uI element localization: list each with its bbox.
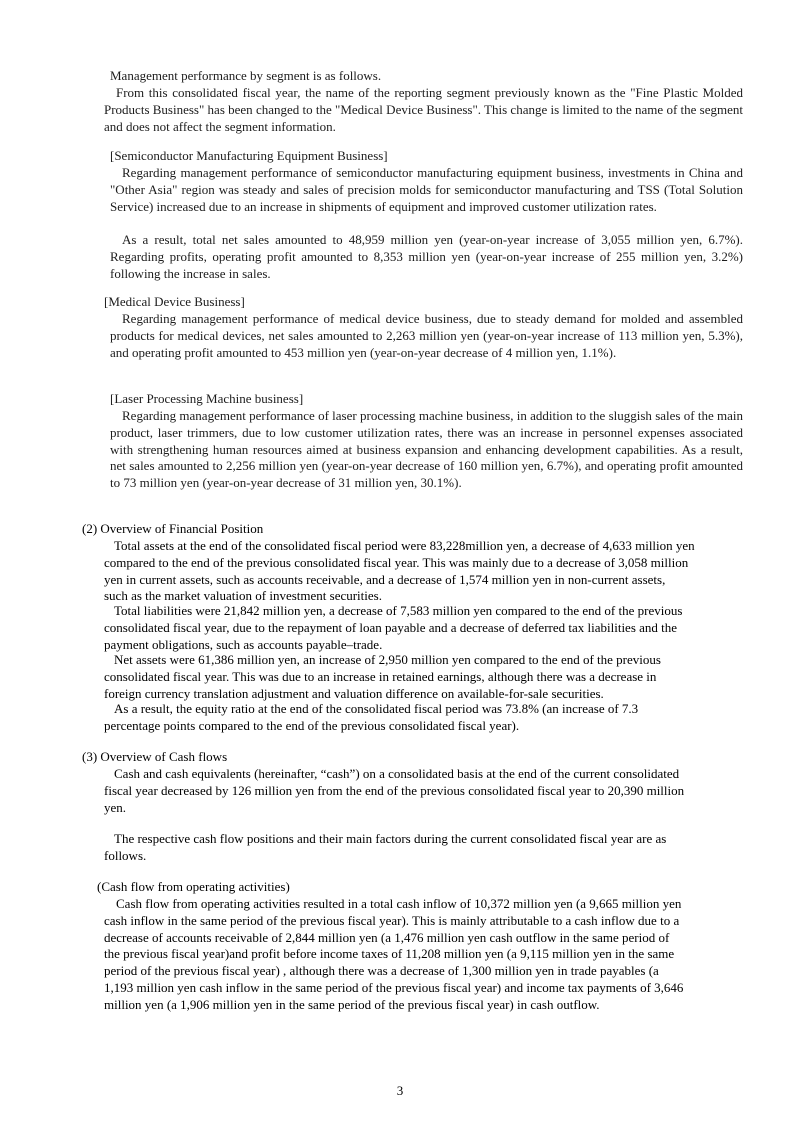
financial-paragraph-3: Net assets were 61,386 million yen, an increase of 2,950 million yen compared to the end of the previous consolidated fiscal year. This was due to an increase in retained earnings, although there was a decrease in foreign currency translation adjustment and valuation difference on available-for-sale securities. <box>104 652 661 701</box>
semiconductor-paragraph-2: As a result, total net sales amounted to 48,959 million yen (year-on-year increase of 3,055 million yen, 6.7%). Regarding profits, operating profit amounted to 8,353 million yen (year-on-year increase of 255 million yen, 3.2%) following the increase in sales. <box>110 232 743 281</box>
intro-paragraph: From this consolidated fiscal year, the name of the reporting segment previously known as the "Fine Plastic Molded Products Business" has been changed to the "Medical Device Business". This change is limited to the name of the segment and does not affect the segment information. <box>104 85 743 134</box>
laser-paragraph: Regarding management performance of laser processing machine business, in addition to the sluggish sales of the main product, laser trimmers, due to low customer utilization rates, there was an increase in personnel expenses associated with strengthening human resources aimed at business expansion and enhancing development capabilities. As a result, net sales amounted to 2,256 million yen (year-on-year decrease of 160 million yen, 6.7%), and operating profit amounted to 73 million yen (year-on-year decrease of 31 million yen, 30.1%). <box>110 408 743 491</box>
operating-activities-paragraph: Cash flow from operating activities resulted in a total cash inflow of 10,372 million yen (a 9,665 million yen cash inflow in the same period of the previous fiscal year). This is mainly attributable to a cash inflow due to a decrease of accounts receivable of 2,844 million yen (a 1,476 million yen cash outflow in the same period of the previous fiscal year)and profit before income taxes of 11,208 million yen (a 9,115 million yen in the same period of the previous fiscal year) , although there was a decrease of 1,300 million yen in trade payables (a 1,193 million yen cash inflow in the same period of the previous fiscal year) and income tax payments of 3,646 million yen (a 1,906 million yen in the same period of the previous fiscal year) in cash outflow. <box>104 896 684 1012</box>
financial-paragraph-2: Total liabilities were 21,842 million yen, a decrease of 7,583 million yen compared to the end of the previous consolidated fiscal year, due to the repayment of loan payable and a decrease of deferred tax liabilities and the payment obligations, such as accounts payable–trade. <box>104 603 683 652</box>
semiconductor-section-title: [Semiconductor Manufacturing Equipment Business] <box>110 148 388 163</box>
financial-paragraph-4: As a result, the equity ratio at the end of the consolidated fiscal period was 73.8% (an increase of 7.3 percentage points compared to the end of the previous consolidated fiscal year). <box>104 701 639 733</box>
financial-position-heading: (2) Overview of Financial Position <box>82 521 264 536</box>
laser-section-title: [Laser Processing Machine business] <box>110 391 304 406</box>
intro-heading: Management performance by segment is as follows. <box>110 68 382 83</box>
page-number: 3 <box>396 1083 404 1098</box>
medical-paragraph: Regarding management performance of medical device business, due to steady demand for molded and assembled products for medical devices, net sales amounted to 2,263 million yen (year-on-year increase of 113 million yen, 5.3%), and operating profit amounted to 453 million yen (year-on-year decrease of 4 million yen, 1.1%). <box>110 311 743 360</box>
semiconductor-paragraph-1: Regarding management performance of semiconductor manufacturing equipment business, investments in China and "Other Asia" region was steady and sales of precision molds for semiconductor manufacturing and TSS (Total Solution Service) increased due to an increase in shipments of equipment and improved customer utilization rates. <box>110 165 743 214</box>
medical-section-title: [Medical Device Business] <box>104 294 245 309</box>
cash-flows-heading: (3) Overview of Cash flows <box>82 749 228 764</box>
financial-paragraph-1: Total assets at the end of the consolidated fiscal period were 83,228million yen, a decrease of 4,633 million yen compared to the end of the previous consolidated fiscal year. This was mainly due to a decrease of 3,058 million yen in current assets, such as accounts receivable, and a decrease of 1,574 million yen in non-current assets, such as the market valuation of investment securities. <box>104 538 695 604</box>
cash-flows-paragraph-2: The respective cash flow positions and their main factors during the current consolidated fiscal year are as follows. <box>104 831 667 863</box>
operating-activities-heading: (Cash flow from operating activities) <box>97 879 290 894</box>
cash-flows-paragraph-1: Cash and cash equivalents (hereinafter, “cash”) on a consolidated basis at the end of the current consolidated fiscal year decreased by 126 million yen from the end of the previous consolidated fiscal year to 20,390 million yen. <box>104 766 685 815</box>
